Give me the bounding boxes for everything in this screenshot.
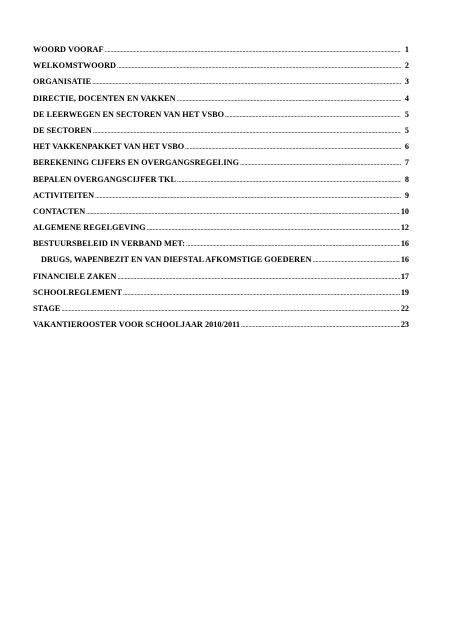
toc-leader-dots (92, 74, 401, 90)
toc-leader-dots (177, 172, 401, 188)
toc-entry-page: 10 (400, 206, 409, 216)
toc-entry-page: 1 (404, 45, 409, 54)
toc-entry-title: VAKANTIEROOSTER VOOR SCHOOLJAAR 2010/2011 (33, 320, 240, 330)
toc-leader-dots (185, 139, 401, 155)
toc-leader-dots (86, 204, 400, 220)
toc-entry-title: ORGANISATIE (33, 77, 92, 87)
toc-leader-dots (61, 301, 399, 317)
toc-entry-bestuursbeleid[interactable] (33, 236, 409, 252)
toc-entry-title: ALGEMENE REGELGEVING (33, 223, 146, 233)
toc-entry-stage[interactable] (33, 301, 409, 317)
toc-entry-title: DE LEERWEGEN EN SECTOREN VAN HET VSBO (33, 109, 224, 119)
toc-entry-activiteiten[interactable] (33, 188, 409, 204)
toc-leader-dots (95, 188, 401, 204)
toc-entry-page: 5 (404, 125, 409, 135)
toc-leader-dots (117, 58, 401, 74)
toc-leader-dots (225, 107, 401, 123)
toc-entry-page: 22 (400, 304, 409, 313)
toc-entry-sectoren[interactable] (33, 123, 409, 139)
toc-entry-title: STAGE (33, 304, 61, 313)
toc-entry-vakantierooster[interactable] (33, 317, 409, 333)
toc-entry-title: ACTIVITEITEN (33, 190, 95, 200)
toc-leader-dots (117, 269, 399, 285)
toc-entry-title: WELKOMSTWOORD (33, 61, 116, 71)
toc-entry-title: DIRECTIE, DOCENTEN EN VAKKEN (33, 93, 176, 103)
toc-entry-title: CONTACTEN (33, 206, 86, 216)
toc-entry-page: 12 (400, 223, 409, 233)
toc-entry-drugs-wapenbezit[interactable] (33, 252, 409, 268)
toc-leader-dots (147, 220, 400, 236)
toc-entry-title: BESTUURSBELEID IN VERBAND MET: (33, 239, 186, 249)
toc-entry-page: 9 (404, 190, 409, 200)
toc-entry-vakkenpakket[interactable] (33, 139, 409, 155)
toc-entry-page: 7 (404, 158, 409, 168)
toc-entry-page: 23 (400, 320, 409, 330)
toc-entry-schoolreglement[interactable] (33, 285, 409, 301)
toc-entry-leerwegen[interactable] (33, 107, 409, 123)
toc-entry-page: 3 (404, 77, 409, 87)
toc-leader-dots (93, 123, 401, 139)
toc-entry-page: 16 (400, 239, 409, 249)
toc-entry-algemene-regelgeving[interactable] (33, 220, 409, 236)
toc-entry-page: 19 (400, 287, 409, 297)
toc-entry-page: 8 (404, 174, 409, 184)
toc-entry-financiele-zaken[interactable] (33, 269, 409, 285)
toc-entry-organisatie[interactable] (33, 74, 409, 90)
toc-entry-overgangscijfer-tkl[interactable] (33, 172, 409, 188)
toc-entry-title: HET VAKKENPAKKET VAN HET VSBO (33, 142, 185, 152)
toc-entry-title: DE SECTOREN (33, 125, 92, 135)
toc-leader-dots (123, 285, 400, 301)
toc-entry-page: 4 (404, 93, 409, 103)
toc-leader-dots (105, 42, 401, 58)
toc-entry-page: 5 (404, 109, 409, 119)
toc-leader-dots (240, 155, 401, 171)
toc-entry-title: SCHOOLREGLEMENT (33, 287, 123, 297)
toc-entry-welkomstwoord[interactable] (33, 58, 409, 74)
toc-entry-title: BEREKENING CIJFERS EN OVERGANGSREGELING (33, 158, 239, 168)
toc-entry-page: 6 (404, 142, 409, 152)
toc-leader-dots (186, 236, 400, 252)
toc-leader-dots (177, 91, 401, 107)
toc-entry-page: 2 (404, 61, 409, 71)
toc-entry-page: 16 (400, 255, 409, 265)
toc-entry-woord-vooraf[interactable] (33, 42, 409, 58)
toc-entry-title: WOORD VOORAF (33, 45, 104, 54)
toc-entry-title: FINANCIELE ZAKEN (33, 271, 117, 281)
toc-leader-dots (313, 252, 400, 268)
toc-entry-berekening-cijfers[interactable] (33, 155, 409, 171)
toc-entry-directie[interactable] (33, 91, 409, 107)
toc-entry-contacten[interactable] (33, 204, 409, 220)
toc-leader-dots (241, 317, 400, 333)
toc-entry-title: BEPALEN OVERGANGSCIJFER TKL (33, 174, 176, 184)
toc-entry-title: DRUGS, WAPENBEZIT EN VAN DIEFSTAL AFKOMSTIGE GOEDEREN (41, 255, 312, 265)
table-of-contents (33, 42, 409, 333)
toc-entry-page: 17 (400, 271, 409, 281)
